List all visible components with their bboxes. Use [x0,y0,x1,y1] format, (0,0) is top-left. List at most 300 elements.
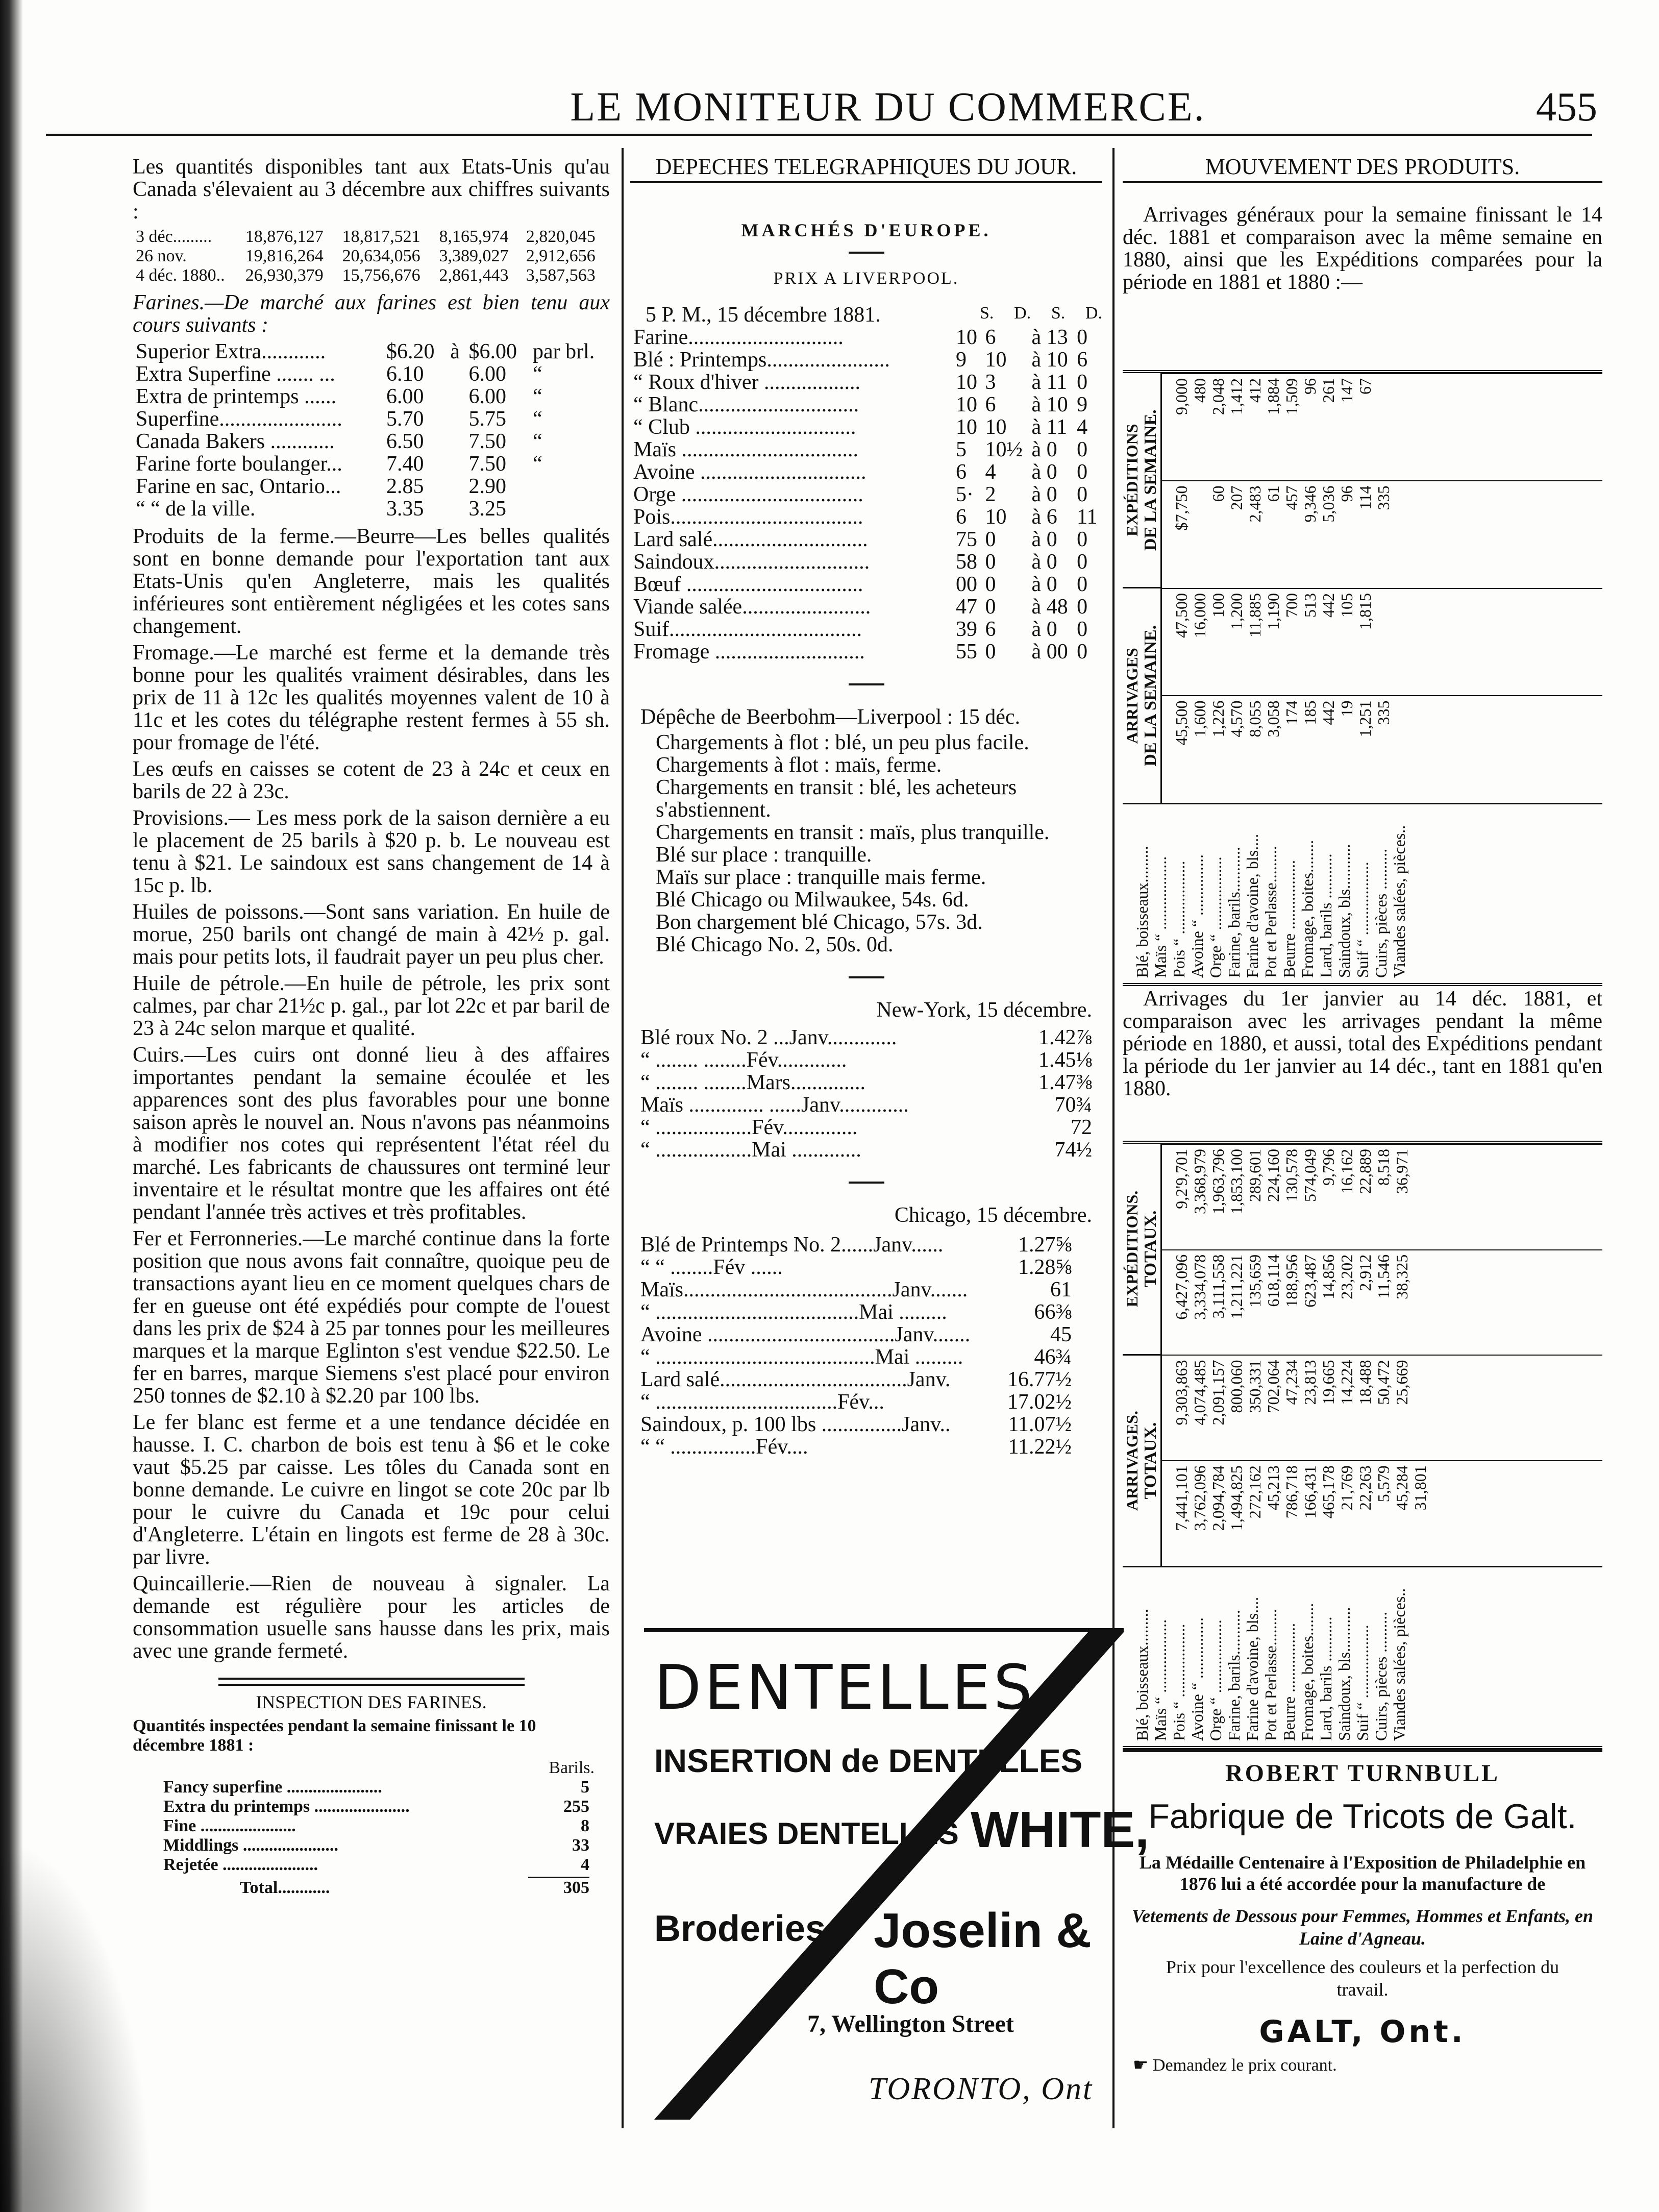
ad-line-vraies: VRAIES DENTELLES [654,1816,959,1851]
cell: $6.00 [468,340,517,363]
table-cell: 480 [1191,378,1209,403]
total-label: Total............ [240,1878,330,1897]
ad-address: 7, Wellington Street [807,2010,1014,2037]
table-cell: 50,472 [1374,1360,1393,1405]
table-cell: 442 [1319,700,1338,725]
cell: 7.50 [468,430,506,453]
short-rule [849,683,884,685]
expeditions-1881-col [1162,1249,1602,1355]
cell: 0 [1077,326,1088,349]
arrivages-1881-col [1162,1460,1602,1566]
cell: 4 déc. 1880.. [136,266,225,285]
cell: par brl. [532,340,595,363]
table-cell: 147 [1338,378,1356,403]
cell: 6.00 [386,385,424,408]
list-item: Orge “ .................. [1206,856,1225,978]
table-cell: 618,114 [1264,1254,1282,1307]
cell: Farine en sac, Ontario... [136,475,341,498]
head-label: ARRIVAGES. [1123,1411,1141,1511]
cell: à 48 [1031,595,1068,619]
ad-joselin: Joselin & Co [874,1903,1092,2014]
arrivages-head [1123,587,1160,803]
table-cell: 261 [1319,378,1338,403]
cell: à 0 [1031,483,1057,506]
table-row [133,247,610,266]
ad-medal: La Médaille Centenaire à l'Exposition de Philadelphie en 1876 lui a été accordée pour la manufacture de [1139,1852,1586,1894]
cell: 6 [985,393,996,416]
head-sub: TOTAUX. [1141,1210,1160,1288]
table-cell: 31,801 [1411,1465,1429,1511]
cell: 0 [1077,460,1088,484]
list-item [640,1391,1072,1413]
table-cell: 1,200 [1227,593,1246,630]
cell [447,498,465,520]
table-cell: 14,224 [1338,1360,1356,1405]
table-cell: 135,659 [1246,1254,1264,1308]
weekly-table-inner [1123,373,1602,983]
table-row [630,371,1102,394]
table-cell [1429,593,1448,692]
table-cell: 465,178 [1319,1465,1338,1519]
cell: Farine............................. [633,326,844,349]
cell: “ [532,407,542,431]
table-cell: 1,190 [1264,593,1282,630]
table-cell: 9,303,863 [1172,1360,1191,1425]
ad-line-insertion: INSERTION de DENTELLES [654,1742,1083,1779]
page-number: 455 [1536,85,1597,130]
item-label: “ ........ ........Mars.............. [640,1071,865,1094]
expeditions-1881-col [1162,481,1602,588]
cell: 0 [985,640,996,663]
item-value: 46¾ [1034,1345,1072,1369]
table-cell: 16,000 [1191,593,1209,638]
inspection-list [133,1778,610,1898]
section-rule [218,1678,525,1686]
table-cell: 105 [1338,593,1356,618]
table-cell: 224,160 [1264,1149,1282,1202]
cell: Orge .................................. [633,483,863,506]
cell: 5.75 [468,407,506,431]
item-value: 45 [1050,1323,1072,1346]
paragraph-huile-petrole: Huile de pétrole.—En huile de pétrole, les prix sont calmes, par char 21½c p. gal., par lot 22c et par baril de 23 à 24c selon marque et qualité. [133,972,610,1040]
table-row [133,475,610,498]
item-label: Avoine ...................................Janv....... [640,1323,971,1346]
cell [447,430,465,453]
paragraph-fer: Fer et Ferronneries.—Le marché continue dans la forte position que nous avons fait connaître, quoique peu de transactions ayant lieu en ce moment quelques chars de fer en gueuse ont été expédiés pour compte de l'ouest dans les prix de $24 à 25 par tonnes pour les meilleures marques et la marque Eglinton s'est vendue $22.50. Le fer en barres, marque Siemens s'est placé pour environ 250 tonnes de $2.10 à $2.20 par 100 lbs. [133,1227,610,1408]
list-item [640,1094,1092,1116]
totals-table [1123,1141,1602,1749]
head-sub: DE LA SEMAINE. [1141,409,1160,551]
list-item: Beurre ................. [1280,859,1298,978]
table-cell: 18,488 [1356,1360,1374,1405]
chicago-list [630,1226,1102,1458]
cell: à 11 [1031,371,1068,394]
cell: 5· [956,483,974,506]
cell: “ Club .............................. [633,415,856,439]
table-cell [1191,486,1209,584]
list-item [640,1301,1072,1323]
item-value: 70¾ [1054,1093,1092,1117]
table-cell: 45,213 [1264,1465,1282,1511]
table-cell: 1,494,825 [1227,1465,1246,1531]
cell: 9 [1077,393,1088,416]
cell: $6.20 [386,340,435,363]
table-cell: 6,427,096 [1172,1254,1191,1320]
list-item: Viandes salées, pièces.. [1390,1588,1408,1741]
list-item: Pot et Perlasse......... [1261,846,1280,978]
table-cell: 8,055 [1246,700,1264,738]
table-cell: 207 [1227,485,1246,510]
table-cell: 23,813 [1301,1360,1319,1405]
ad-rule [1123,1748,1602,1752]
item-label: Blé roux No. 2 ...Janv............. [640,1026,897,1049]
cell: 6 [956,460,967,484]
table-cell: 38,325 [1393,1254,1411,1299]
item-value: 5 [581,1778,589,1797]
table-cell: 3,334,078 [1191,1254,1209,1320]
inspection-unit: Barils. [549,1758,595,1777]
cell: 39 [956,618,977,641]
cell: Canada Bakers ............ [136,430,335,453]
table-cell: 2,483 [1246,485,1264,523]
table-cell: 47,234 [1282,1360,1301,1405]
item-value: 17.02½ [1007,1390,1072,1414]
cell: 3,587,563 [526,266,596,285]
cell: à 0 [1031,528,1057,551]
ad-products: Vetements de Dessous pour Femmes, Hommes et Enfants, en Laine d'Agneau. [1131,1906,1594,1949]
header-rule [46,134,1592,136]
list-item: Chargements en transit : maïs, plus tranquille. [656,821,1050,844]
list-item: Orge “ .................. [1206,1619,1225,1741]
table-row [133,498,610,520]
column-left [133,156,610,1898]
list-item: Farine d'avoine, bls.... [1243,833,1261,978]
value-cols [1162,1144,1602,1566]
table-cell: 2,094,784 [1209,1465,1227,1531]
cell: “ “ de la ville. [136,497,256,521]
cell: 3,389,027 [439,247,509,265]
table-cell: 114 [1356,485,1374,510]
table-row [133,227,610,247]
list-item [640,1049,1092,1071]
table-cell: 623,487 [1301,1254,1319,1308]
short-rule [849,1182,884,1184]
item-value: 66⅜ [1034,1300,1072,1324]
item-value: 11.07½ [1008,1413,1072,1436]
table-cell [1374,378,1393,477]
cell: à 10 [1031,393,1068,416]
cell: 3.25 [468,497,506,521]
cell: 2,912,656 [526,247,596,265]
totals-columns [1123,1144,1602,1746]
item-label: “ ......................................Mai ......... [640,1300,947,1324]
head-sub: TOTAUX. [1141,1422,1160,1500]
beerbohm-list [630,731,1102,956]
table-cell [1411,701,1429,799]
table-cell: 1,509 [1282,378,1301,415]
item-value: 4 [581,1855,589,1874]
cell: 58 [956,550,977,574]
table-cell [1374,593,1393,692]
movement-intro: Arrivages généraux pour la semaine finissant le 14 déc. 1881 et comparaison avec la même semaine en 1880, ainsi que les Expéditions comparées pour la période en 1881 et 1880 :— [1123,203,1602,294]
table-cell: 5,036 [1319,485,1338,523]
cell: 0 [1077,595,1088,619]
chicago-title: Chicago, 15 décembre. [894,1203,1092,1227]
cell: Blé : Printemps....................... [633,348,890,372]
list-item [640,1279,1072,1301]
cell: à 0 [1031,618,1057,641]
list-item: Chargements en transit : blé, les acheteurs s'abstiennent. [656,776,1017,822]
table-cell: 8,518 [1374,1149,1393,1186]
section-title: MOUVEMENT DES PRODUITS. [1205,154,1520,179]
ad-title: Fabrique de Tricots de Galt. [1148,1797,1577,1836]
list-item: Fromage, boites........ [1298,840,1317,978]
cell: 8,165,974 [439,227,509,246]
liverpool-table [630,326,1102,663]
table-cell: 47,500 [1172,593,1191,638]
cell: “ Blanc.............................. [633,393,859,416]
table-cell: 700 [1282,593,1301,618]
cell: 0 [1077,618,1088,641]
table-cell [1429,1255,1448,1351]
date-row [630,304,1102,326]
cell: “ [532,452,542,476]
item-label: “ ........ ........Fév............. [640,1048,847,1072]
table-cell: 60 [1209,485,1227,502]
table-row [630,506,1102,528]
cell: 10 [985,348,1007,372]
pointing-hand-icon: ☛ [1133,2056,1149,2075]
table-cell: 1,412 [1227,378,1246,415]
ad-broderies: Broderies [654,1908,826,1949]
list-item: Suif “ .................. [1353,1625,1372,1741]
cell: à 0 [1031,573,1057,596]
newyork-title: New-York, 15 décembre. [876,998,1092,1022]
cell [447,408,465,430]
cell: Lard salé............................. [633,528,868,551]
table-cell: 3,368,979 [1191,1149,1209,1214]
table-cell [1393,486,1411,584]
paragraph-produits: Produits de la ferme.—Beurre—Les belles qualités sont en bonne demande pour l'exportation tant aux Etats-Unis qu'en Angleterre, mais les qualités inférieures sont entièrement négligées et les cotes sans changement. [133,525,610,638]
table-row [630,596,1102,618]
cell: à [450,340,460,363]
cell: 15,756,676 [342,266,420,285]
cell: 6 [985,326,996,349]
table-row [133,266,610,285]
table-cell: 4,074,485 [1191,1360,1209,1425]
table-cell: 36,971 [1393,1149,1411,1194]
table-cell: 19 [1338,700,1356,717]
cell: 2,820,045 [526,227,596,246]
table-cell: 1,815 [1356,593,1374,630]
cell: 6 [1077,348,1088,372]
table-cell: 9,2'9,701 [1172,1149,1191,1209]
cell: Maïs ................................. [633,438,858,461]
expeditions-1880-col [1162,1144,1602,1249]
turnbull-ad [1123,1748,1602,2075]
head-label: ARRIVAGES [1123,648,1141,744]
table-cell: 1,884 [1264,378,1282,415]
cell: 0 [1077,528,1088,551]
cell: Suif.................................... [633,618,862,641]
list-item [640,1413,1072,1436]
list-item: Avoine “ ............... [1188,854,1206,978]
scan-shadow [0,1837,153,2212]
item-value: 1.42⅞ [1038,1026,1092,1049]
table-row [630,551,1102,573]
cell: 0 [985,550,996,574]
list-item: Beurre ................. [1280,1623,1298,1741]
list-item [640,1346,1072,1368]
table-cell [1411,1149,1429,1245]
item-label: “ “ ........Fév ...... [640,1256,783,1279]
head-sub: DE LA SEMAINE. [1141,625,1160,767]
ad-request: Demandez le prix courant. [1152,2056,1337,2075]
table-cell: 2,091,157 [1209,1360,1227,1425]
table-cell: 3,762,096 [1191,1465,1209,1531]
list-item: Saindoux, bls........... [1335,844,1353,978]
cell: 2.85 [386,475,424,498]
table-cell: 1,853,100 [1227,1149,1246,1214]
table-cell: 1,600 [1191,700,1209,738]
list-item [640,1368,1072,1391]
table-row [133,408,610,430]
cell: Avoine ............................... [633,460,866,484]
cell: 55 [956,640,977,663]
cell: 6.50 [386,430,424,453]
cell: “ [532,362,542,386]
list-item-total [163,1878,589,1898]
ad-title: DENTELLES [654,1653,1035,1724]
table-row [630,438,1102,461]
ad-footer [1123,2055,1602,2075]
liverpool-date: 5 P. M., 15 décembre 1881. [646,303,881,327]
cell: 10 [985,415,1007,439]
cell: 10 [956,393,977,416]
cell [447,453,465,475]
table-row [630,326,1102,349]
table-cell: 9,346 [1301,485,1319,523]
cell: 5 [956,438,967,461]
expeditions-head [1123,373,1160,587]
table-cell: 1,226 [1209,700,1227,738]
cell: 6 [985,618,996,641]
table-row [630,461,1102,483]
farines-table [133,340,610,520]
cell: 0 [1077,640,1088,663]
table-row [630,618,1102,641]
table-cell: 16,162 [1338,1149,1356,1194]
cell: à 13 [1031,326,1068,349]
stocks-intro: Les quantités disponibles tant aux Etats-Unis qu'au Canada s'élevaient au 3 décembre aux chiffres suivants : [133,155,610,224]
table-cell: 96 [1301,378,1319,395]
list-item [640,1116,1092,1139]
item-label: Blé de Printemps No. 2......Janv...... [640,1233,944,1257]
list-item: Maïs sur place : tranquille mais ferme. [656,866,986,889]
cell: 5.70 [386,407,424,431]
list-item [640,1436,1072,1458]
paragraph-quincaillerie: Quincaillerie.—Rien de nouveau à signaler. La demande est régulière pour les articles de consommation usuelle sans hausse dans les prix, mais avec une grande fermeté. [133,1572,610,1663]
cell: 0 [1077,550,1088,574]
cell: 7.50 [468,452,506,476]
cell: “ Roux d'hiver .................. [633,371,861,394]
heads [1123,1144,1162,1566]
cell: 6.10 [386,362,424,386]
table-row [133,453,610,475]
list-item: Lard, barils ........... [1317,853,1335,978]
cell: 11 [1077,505,1098,529]
cell: 0 [1077,483,1088,506]
head-label: EXPÉDITIONS [1123,424,1141,536]
table-cell: 11,546 [1374,1254,1393,1299]
cell: 2,861,443 [439,266,509,285]
item-value: 1.28⅝ [1018,1256,1072,1279]
list-item [640,1026,1092,1049]
table-cell: 7,441,101 [1172,1465,1191,1531]
list-item: Bon chargement blé Chicago, 57s. 3d. [656,911,983,934]
list-item: Pot et Perlasse......... [1261,1609,1280,1741]
table-cell: 22,889 [1356,1149,1374,1194]
table-cell [1429,701,1448,799]
table-cell: 23,202 [1338,1254,1356,1299]
table-cell: 100 [1209,593,1227,618]
paragraph-provisions: Provisions.— Les mess pork de la saison dernière a eu le placement de 25 barils à $20 p. b. Le nouveau est tenu à $21. Le saindoux est sans changement de 14 à 15c p. lb. [133,806,610,897]
cell: 0 [985,528,996,551]
table-row [630,573,1102,596]
table-cell: $7,750 [1172,485,1191,531]
cell: à 0 [1031,438,1057,461]
cell: 6.00 [468,362,506,386]
item-value: 72 [1071,1116,1092,1139]
col-head: D. [1014,304,1031,323]
table-cell: 21,769 [1338,1465,1356,1511]
cell: à 10 [1031,348,1068,372]
arrivages-1880-col [1162,588,1602,696]
table-cell: 786,718 [1282,1465,1301,1519]
table-cell: 442 [1319,593,1338,618]
table-row [133,363,610,385]
ad-city: GALT, Ont. [1259,2014,1466,2050]
totals-intro: Arrivages du 1er janvier au 14 déc. 1881, et comparaison avec les arrivages pendant la même période en 1880, et aussi, total des Expéditions pendant la période du 1er janvier au 14 déc., tant en 1881 qu'en 1880. [1123,987,1602,1100]
table-cell: 1,211,221 [1227,1254,1246,1319]
cell: 3.35 [386,497,424,521]
item-label: “ “ ................Fév.... [640,1435,808,1459]
cell: à 0 [1031,550,1057,574]
list-item [640,1256,1072,1279]
cell: Bœuf ................................. [633,573,863,596]
cell: 47 [956,595,977,619]
list-item: Maïs “ .................. [1151,856,1170,978]
cell: 18,817,521 [342,227,420,246]
list-item: Farine, barils........... [1225,1610,1243,1741]
section-title: DEPECHES TELEGRAPHIQUES DU JOUR. [655,154,1077,179]
arrivages-1881-col [1162,696,1602,803]
title-rule [630,181,1102,183]
cell: Saindoux............................. [633,550,870,574]
cell: 26 nov. [136,247,187,265]
title-rule [1123,181,1602,183]
short-rule [849,252,884,254]
cell: 3 [985,371,996,394]
col-head: D. [1085,304,1102,323]
item-value: 255 [563,1797,589,1816]
table-cell: 2,048 [1209,378,1227,415]
table-cell: 9,000 [1172,378,1191,415]
paragraph-cuirs: Cuirs.—Les cuirs ont donné lieu à des affaires importantes pendant la semaine écoulée et les apparences sont des plus favorables pour une bonne saison après le nouvel an. Nous n'avons pas néanmoins à modifier nos cotes qui représentent l'état réel du marché. Les fabricants de chaussures ont terminé leur inventaire et le résultat montre que les affaires ont été pendant l'année très actives et très profitables. [133,1043,610,1224]
journal-title: LE MONITEUR DU COMMERCE. [570,85,1206,130]
col-head: S. [1051,304,1066,323]
table-cell: 22,263 [1356,1465,1374,1511]
